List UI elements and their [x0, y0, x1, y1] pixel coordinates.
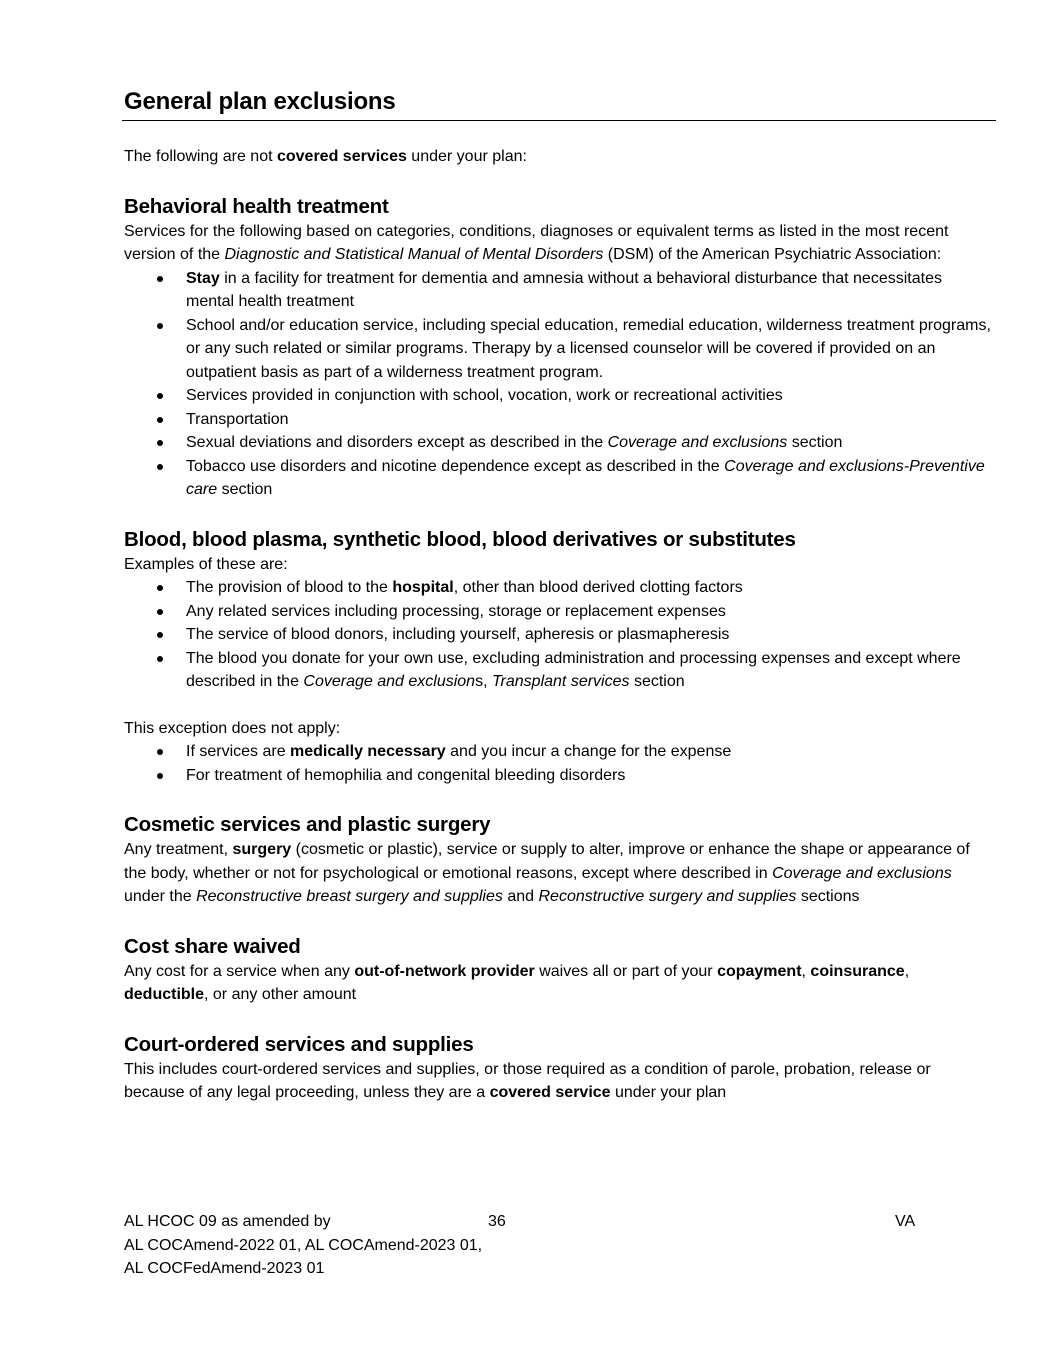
bullet-icon [157, 773, 163, 779]
bullet-icon [157, 609, 163, 615]
footer-line: AL COCFedAmend-2023 01 [124, 1260, 325, 1277]
section-heading-cost-share: Cost share waived [124, 934, 301, 958]
bullet-icon [157, 323, 163, 329]
bullet-icon [157, 276, 163, 282]
blood-exception-intro: This exception does not apply: [124, 719, 341, 737]
bullet-icon [157, 749, 163, 755]
blood-exception-list [124, 740, 994, 787]
footer-line: AL HCOC 09 as amended by [124, 1213, 331, 1230]
bullet-icon [157, 632, 163, 638]
list-item: Stay in a facility for treatment for dementia and amnesia without a behavioral disturbance that necessitates mental health treatment [186, 267, 994, 314]
intro-paragraph: The following are not covered services under your plan: [124, 148, 527, 165]
behavioral-description: Services for the following based on categories, conditions, diagnoses or equivalent terms as listed in the most recent version of the Diagnostic and Statistical Manual of Mental Disorders (DSM) of the American Psychiatric Association: [124, 222, 949, 263]
bullet-icon [157, 393, 163, 399]
section-heading-blood: Blood, blood plasma, synthetic blood, blood derivatives or substitutes [124, 527, 796, 551]
footer-form-ids [124, 1210, 544, 1281]
list-item: Services provided in conjunction with school, vocation, work or recreational activities [186, 384, 994, 408]
list-item: Any related services including processing, storage or replacement expenses [186, 600, 994, 624]
cosmetic-description: Any treatment, surgery (cosmetic or plastic), service or supply to alter, improve or enhance the shape or appearance of the body, whether or not for psychological or emotional reasons, except where described in Coverage and exclusions under the Reconstructive breast surgery and supplies and Reconstructive surgery and supplies sections [124, 841, 970, 905]
blood-intro: Examples of these are: [124, 555, 288, 573]
court-ordered-description: This includes court-ordered services and supplies, or those required as a condition of parole, probation, release or because of any legal proceeding, unless they are a covered service under your plan [124, 1060, 931, 1101]
list-item: Transportation [186, 408, 994, 432]
cost-share-description: Any cost for a service when any out-of-network provider waives all or part of your copayment, coinsurance, deductible, or any other amount [124, 962, 910, 1003]
list-item: For treatment of hemophilia and congenital bleeding disorders [186, 764, 994, 788]
section-heading-cosmetic: Cosmetic services and plastic surgery [124, 813, 491, 836]
list-item: School and/or education service, including special education, remedial education, wilderness treatment programs, or any such related or similar programs. Therapy by a licensed counselor will be covered if provided on an outpatient basis as part of a wilderness treatment program. [186, 314, 994, 385]
list-item: The blood you donate for your own use, excluding administration and processing expenses and except where described in the Coverage and exclusions, Transplant services section [186, 647, 994, 694]
page-number: 36 [488, 1213, 506, 1230]
bullet-icon [157, 440, 163, 446]
document-body [124, 145, 994, 1105]
blood-list [124, 576, 994, 694]
list-item: Sexual deviations and disorders except as described in the Coverage and exclusions section [186, 431, 994, 455]
section-heading-court-ordered: Court-ordered services and supplies [124, 1032, 474, 1056]
footer-state: VA [895, 1213, 916, 1230]
list-item: Tobacco use disorders and nicotine dependence except as described in the Coverage and exclusions-Preventive care section [186, 455, 994, 502]
list-item: If services are medically necessary and you incur a change for the expense [186, 740, 994, 764]
list-item: The provision of blood to the hospital, other than blood derived clotting factors [186, 576, 994, 600]
bullet-icon [157, 464, 163, 470]
title-underline [122, 120, 996, 121]
list-item: The service of blood donors, including yourself, apheresis or plasmapheresis [186, 623, 994, 647]
bullet-icon [157, 656, 163, 662]
bullet-icon [157, 585, 163, 591]
section-heading-behavioral-health: Behavioral health treatment [124, 194, 389, 218]
footer-line: AL COCAmend-2022 01, AL COCAmend-2023 01, [124, 1236, 483, 1254]
page-title: General plan exclusions [124, 88, 396, 115]
behavioral-list [124, 267, 994, 502]
bullet-icon [157, 417, 163, 423]
